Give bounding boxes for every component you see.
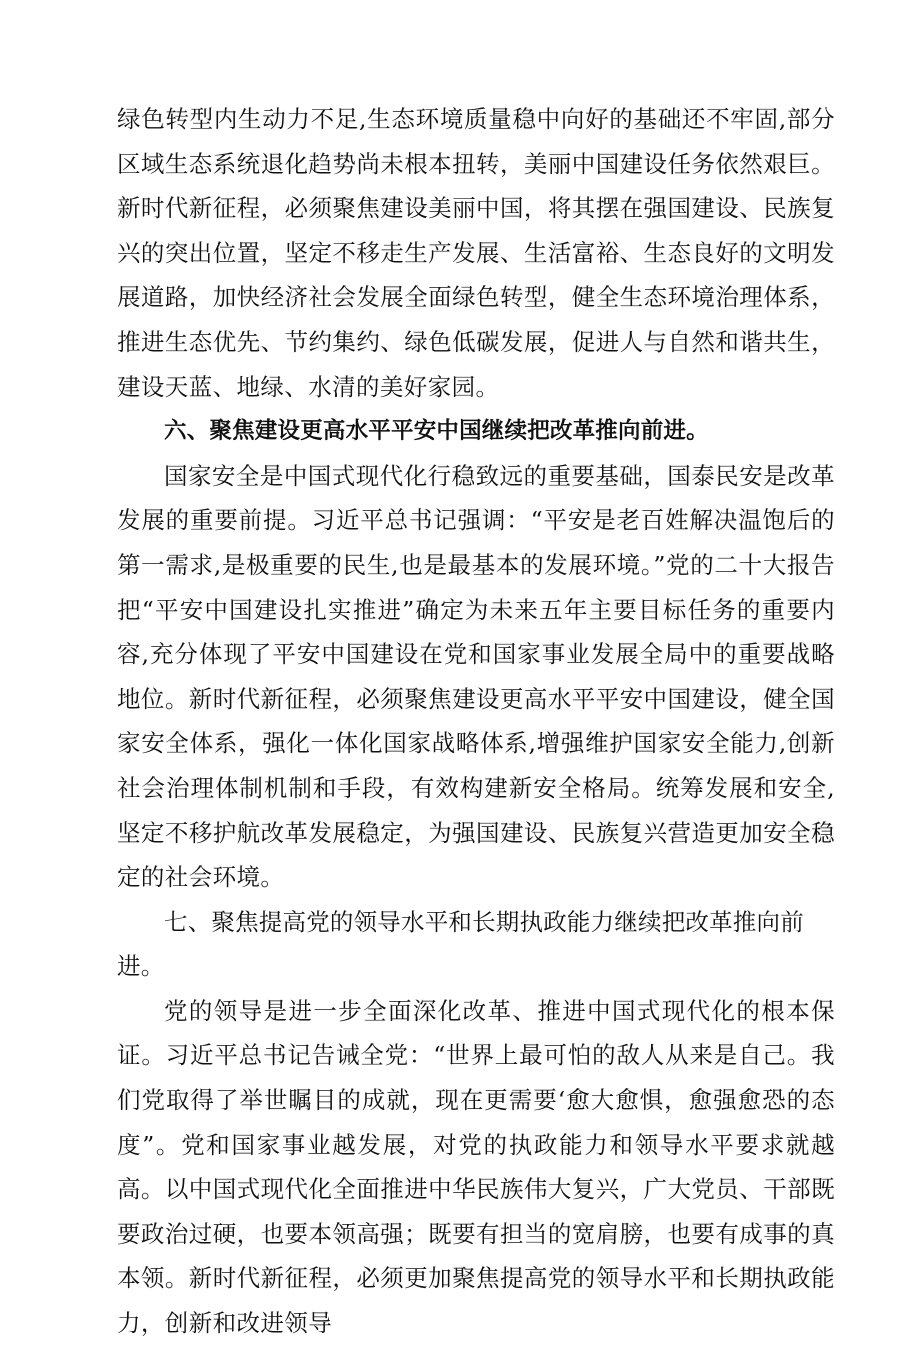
- paragraph-party-leadership: 党的领导是进一步全面深化改革、推进中国式现代化的根本保证。习近平总书记告诫全党：“世界上最可怕的敌人从来是自己。我们党取得了举世瞩目的成就，现在更需要‘愈大愈惧，愈强愈恐的态度”。党和国家事业越发展，对党的执政能力和领导水平要求就越高。以中国式现代化全面推进中华民族伟大复兴，广大党员、干部既要政治过硬，也要本领高强；既要有担当的宽肩膀，也要有成事的真本领。新时代新征程，必须更加聚焦提高党的领导水平和长期执政能力，创新和改进领导: [117, 996, 835, 1338]
- document-body: [117, 97, 835, 1346]
- paragraph-national-security: 国家安全是中国式现代化行稳致远的重要基础，国泰民安是改革发展的重要前提。习近平总书记强调：“平安是老百姓解决温饱后的第一需求,是极重要的民生,也是最基本的发展环境。”党的二十大报告把“平安中国建设扎实推进”确定为未来五年主要目标任务的重要内容,充分体现了平安中国建设在党和国家事业发展全局中的重要战略地位。新时代新征程，必须聚焦建设更高水平平安中国建设，健全国家安全体系，强化一体化国家战略体系,增强维护国家安全能力,创新社会治理体制机制和手段，有效构建新安全格局。统筹发展和安全,坚定不移护航改革发展稳定，为强国建设、民族复兴营造更加安全稳定的社会环境。: [117, 461, 835, 892]
- section-heading-six: 六、聚焦建设更高水平平安中国继续把改革推向前进。: [164, 418, 709, 445]
- paragraph-ecology: 绿色转型内生动力不足,生态环境质量稳中向好的基础还不牢固,部分区域生态系统退化趋势尚未根本扭转，美丽中国建设任务依然艰巨。新时代新征程，必须聚焦建设美丽中国，将其摆在强国建设、民族复兴的突出位置，坚定不移走生产发展、生活富裕、生态良好的文明发展道路，加快经济社会发展全面绿色转型，健全生态环境治理体系，推进生态优先、节约集约、绿色低碳发展，促进人与自然和谐共生，建设天蓝、地绿、水清的美好家园。: [117, 105, 835, 401]
- section-heading-seven: 七、聚焦提高党的领导水平和长期执政能力继续把改革推向前进。: [117, 907, 804, 981]
